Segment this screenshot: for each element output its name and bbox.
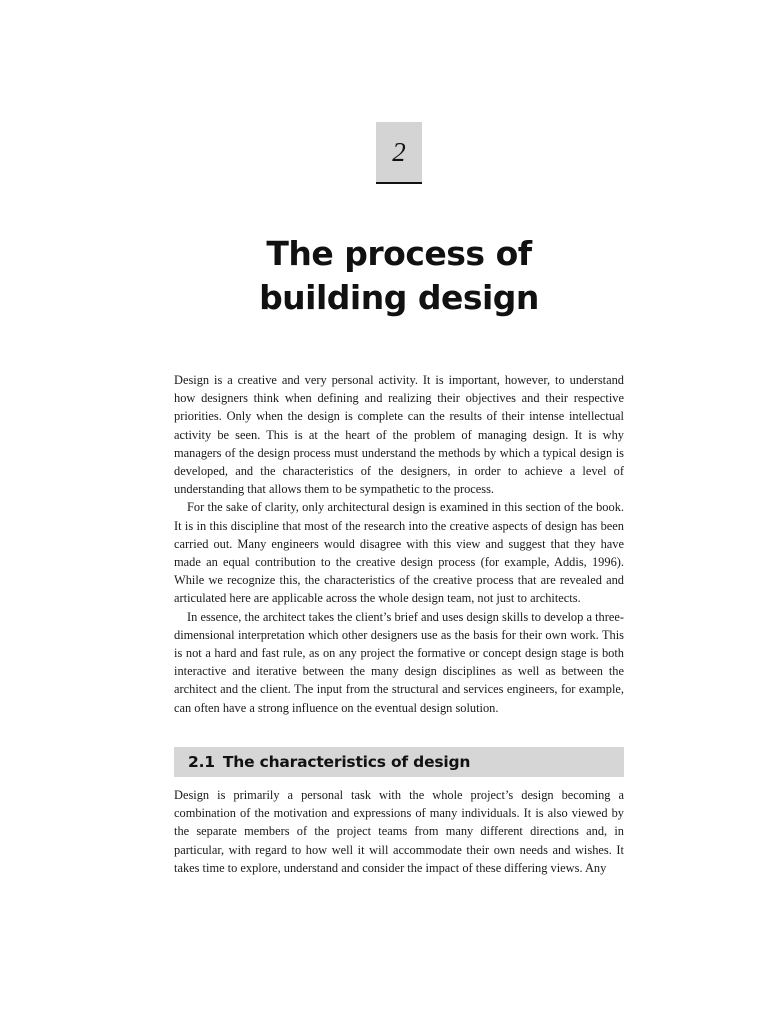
section-heading-bar — [174, 747, 624, 777]
section-paragraph-1: Design is primarily a personal task with the whole project’s design becoming a combination of the motivation and expressions of many individuals. It is also viewed by the separate members of the project teams from many different directions and, in particular, with regard to how well it will accommodate their own needs and wishes. It takes time to explore, understand and consider the impact of these differing views. Any — [174, 788, 624, 875]
intro-paragraph-3: In essence, the architect takes the client’s brief and uses design skills to develop a three-dimensional interpretation which other designers use as the basis for their own work. This is not a hard and fast rule, as on any project the formative or concept design stage is both interactive and iterative between the many design disciplines as well as between the architect and the client. The input from the structural and services engineers, for example, can often have a strong influence on the eventual design solution. — [174, 609, 624, 715]
section-heading — [188, 753, 470, 771]
intro-paragraph-1: Design is a creative and very personal activity. It is important, however, to understand how designers think when defining and realizing their objectives and their respective priorities. Only when the design is complete can the results of their intense intellectual activity be seen. This is at the heart of the problem of managing design. It is why managers of the design process must understand the methods by which a typical design is developed, and the characteristics of the designers, in order to achieve a level of understanding that allows them to be sympathetic to the process. — [174, 373, 624, 497]
chapter-title — [200, 232, 598, 320]
chapter-title-line-1: The process of — [266, 234, 532, 273]
section-title: The characteristics of design — [222, 753, 471, 771]
section-text — [174, 786, 624, 877]
chapter-number-box — [376, 122, 422, 184]
chapter-title-line-2: building design — [259, 278, 539, 317]
intro-text — [174, 371, 624, 717]
intro-paragraph-2: For the sake of clarity, only architectural design is examined in this section of the book. It is in this discipline that most of the research into the creative aspects of design has been carried out. Many engineers would disagree with this view and suggest that they have made an equal contribution to the creative design process (for example, Addis, 1996). While we recognize this, the characteristics of the creative process that are revealed and articulated here are applicable across the whole design team, not just to architects. — [174, 500, 624, 606]
chapter-number: 2 — [392, 136, 406, 167]
section-number: 2.1 — [188, 753, 215, 771]
